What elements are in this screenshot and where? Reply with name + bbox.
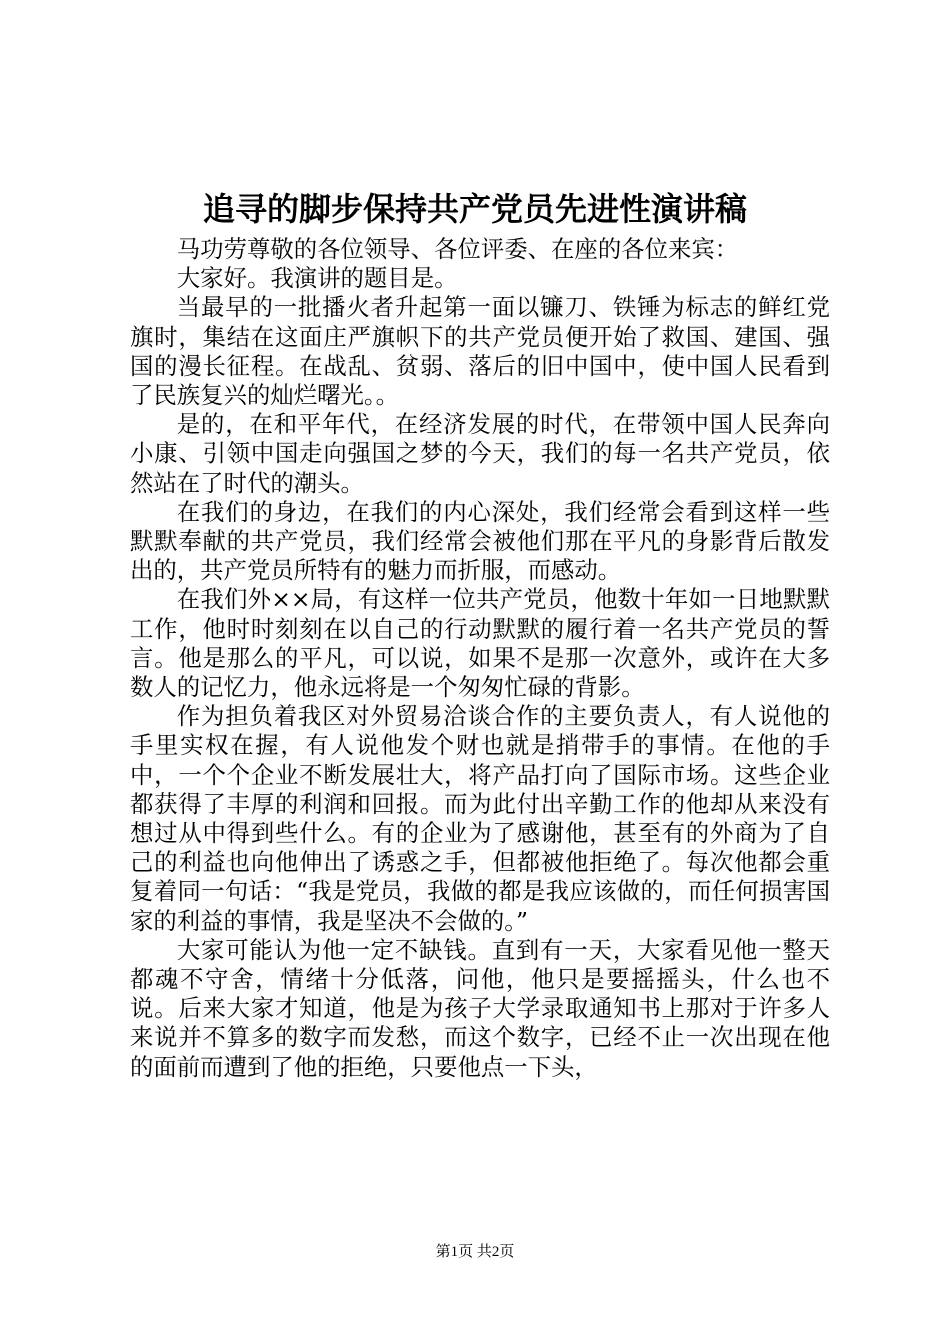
page-number-footer: 第1页 共2页 bbox=[435, 1244, 515, 1260]
paragraph: 在我们的身边，在我们的内心深处，我们经常会看到这样一些默默奉献的共产党员，我们经常会被他们那在平凡的身影背后散发出的，共产党员所特有的魅力而折服，而感动。 bbox=[130, 497, 830, 585]
document-title: 追寻的脚步保持共产党员先进性演讲稿 bbox=[202, 190, 747, 228]
paragraph: 大家可能认为他一定不缺钱。直到有一天，大家看见他一整天都魂不守舍，情绪十分低落，问他，他只是要摇摇头，什么也不说。后来大家才知道，他是为孩子大学录取通知书上那对于许多人来说并不算多的数字而发愁，而这个数字，已经不止一次出现在他的面前而遭到了他的拒绝，只要他点一下头， bbox=[130, 935, 830, 1081]
salutation: 马功劳尊敬的各位领导、各位评委、在座的各位来宾： bbox=[176, 235, 739, 263]
paragraph: 是的，在和平年代，在经济发展的时代，在带领中国人民奔向小康、引领中国走向强国之梦的今天，我们的每一名共产党员，依然站在了时代的潮头。 bbox=[130, 410, 830, 497]
paragraph: 作为担负着我区对外贸易洽谈合作的主要负责人，有人说他的手里实权在握，有人说他发个财也就是捎带手的事情。在他的手中，一个个企业不断发展壮大，将产品打向了国际市场。这些企业都获得了丰厚的利润和回报。而为此付出辛勤工作的他却从来没有想过从中得到些什么。有的企业为了感谢他，甚至有的外商为了自己的利益也向他伸出了诱惑之手，但都被他拒绝了。每次他都会重复着同一句话：“我是党员，我做的都是我应该做的，而任何损害国家的利益的事情，我是坚决不会做的。” bbox=[130, 702, 830, 935]
paragraph: 在我们外××局，有这样一位共产党员，他数十年如一日地默默工作，他时时刻刻在以自己的行动默默的履行着一名共产党员的誓言。他是那么的平凡，可以说，如果不是那一次意外，或许在大多数人的记忆力，他永远将是一个匆匆忙碌的背影。 bbox=[130, 585, 830, 702]
document-body bbox=[130, 235, 830, 1082]
paragraph: 当最早的一批播火者升起第一面以镰刀、铁锤为标志的鲜红党旗时，集结在这面庄严旗帜下的共产党员便开始了救国、建国、强国的漫长征程。在战乱、贫弱、落后的旧中国中，使中国人民看到了民族复兴的灿烂曙光。。 bbox=[130, 293, 830, 410]
paragraph: 大家好。我演讲的题目是。 bbox=[176, 264, 458, 293]
